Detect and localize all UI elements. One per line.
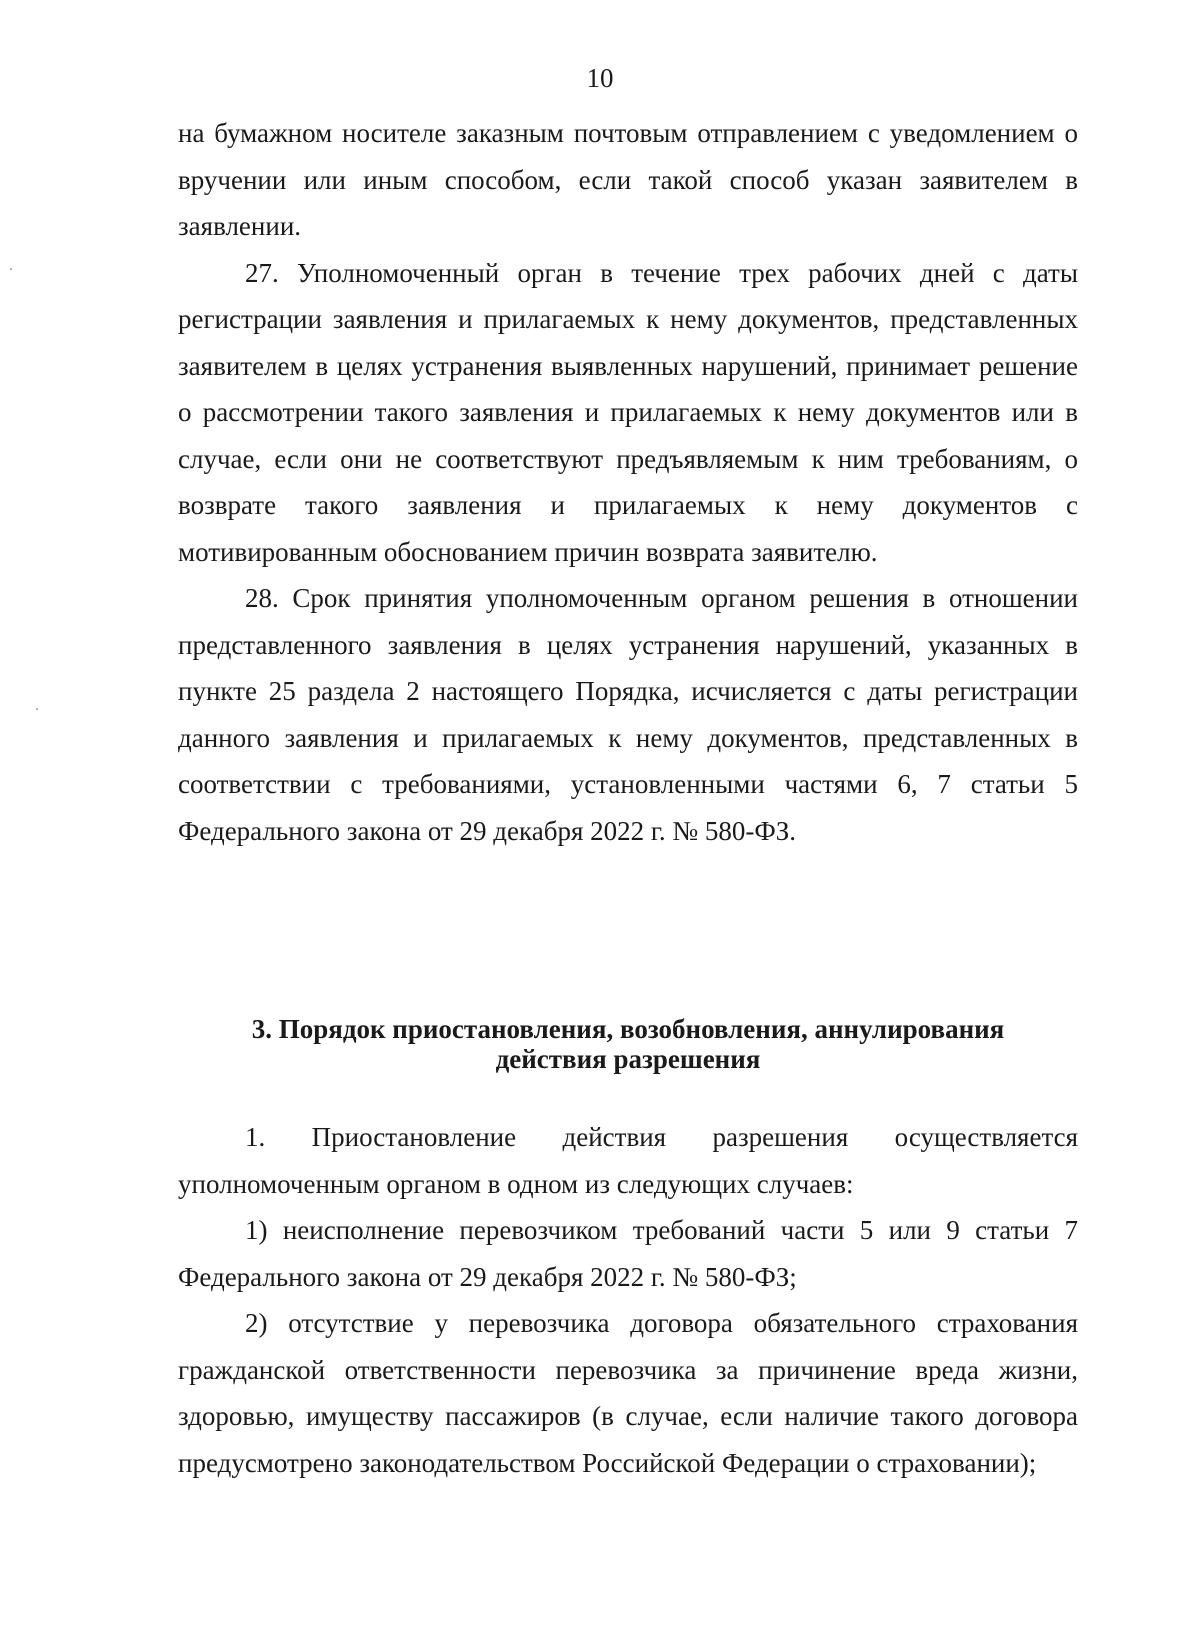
body-text-lower bbox=[178, 1114, 1078, 1486]
section-3-heading-line-2: действия разрешения bbox=[495, 1044, 761, 1074]
paragraph-item-27: 27. Уполномоченный орган в течение трех рабочих дней с даты регистрации заявления и прилагаемых к нему документов, представленных заявителем в целях устранения выявленных нарушений, принимает решение о рассмотрении такого заявления и прилагаемых к нему документов или в случае, если они не соответствуют предъявляемым к ним требованиям, о возврате такого заявления и прилагаемых к нему документов с мотивированным обоснованием причин возврата заявителю. bbox=[178, 257, 1078, 567]
paragraph-item-28: 28. Срок принятия уполномоченным органом решения в отношении представленного заявления в целях устранения нарушений, указанных в пункте 25 раздела 2 настоящего Порядка, исчисляется с даты регистрации данного заявления и прилагаемых к нему документов, представленных в соответствии с требованиями, установленными частями 6, 7 статьи 5 Федерального закона от 29 декабря 2022 г. № 580-ФЗ. bbox=[178, 583, 1078, 846]
section-3-heading-line-1: 3. Порядок приостановления, возобновления, аннулирования bbox=[251, 1014, 1005, 1044]
page-number: 10 bbox=[586, 63, 614, 93]
paragraph-item-1-line-1: 1. Приостановление действия разрешения осуществляется bbox=[245, 1122, 1078, 1152]
section-3-heading bbox=[178, 1014, 1078, 1074]
paragraph-continuation: на бумажном носителе заказным почтовым отправлением с уведомлением о вручении или иным способом, если такой способ указан заявителем в заявлении. bbox=[178, 118, 1078, 241]
paragraph-subitem-1: 1) неисполнение перевозчиком требований части 5 или 9 статьи 7 Федерального закона от 29 декабря 2022 г. № 580-ФЗ; bbox=[178, 1215, 1078, 1292]
scan-speck bbox=[10, 268, 12, 270]
scan-speck bbox=[36, 708, 38, 710]
paragraph-subitem-2: 2) отсутствие у перевозчика договора обязательного страхования гражданской ответственности перевозчика за причинение вреда жизни, здоровью, имуществу пассажиров (в случае, если наличие такого договора предусмотрено законодательством Российской Федерации о страховании); bbox=[178, 1308, 1078, 1478]
body-text-upper bbox=[178, 110, 1078, 854]
paragraph-item-1-line-2: уполномоченным органом в одном из следующих случаев: bbox=[178, 1168, 854, 1199]
